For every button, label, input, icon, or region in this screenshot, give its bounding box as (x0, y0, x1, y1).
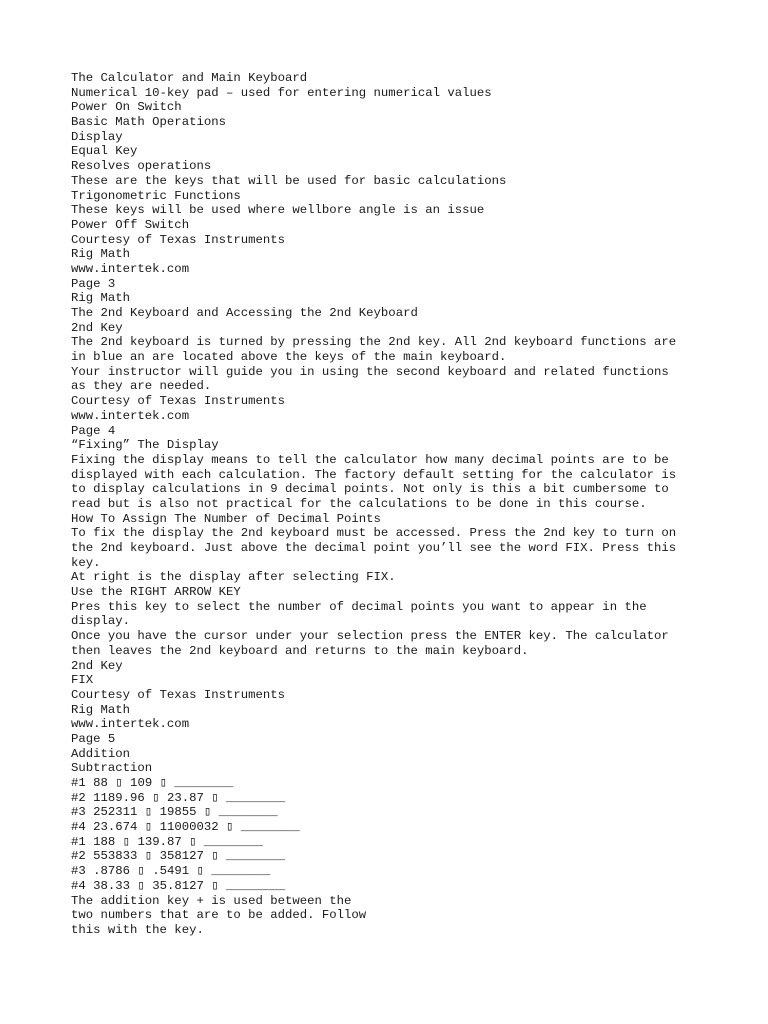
text-line: #4 23.674 ▯ 11000032 ▯ ________ (71, 820, 300, 835)
text-line: Courtesy of Texas Instruments (71, 394, 286, 409)
text-line: Page 4 (71, 423, 116, 438)
text-line: Display (71, 129, 123, 144)
text-line: How To Assign The Number of Decimal Points (71, 511, 381, 526)
text-line: The addition key + is used between the (71, 893, 352, 908)
text-line: Courtesy of Texas Instruments (71, 687, 286, 702)
text-line: Resolves operations (71, 159, 212, 174)
text-line: To fix the display the 2nd keyboard must be accessed. Press the 2nd key to turn on (71, 526, 677, 541)
text-line: The Calculator and Main Keyboard (71, 71, 308, 85)
text-line: Addition (71, 746, 131, 761)
text-line: the 2nd keyboard. Just above the decimal point you’ll see the word FIX. Press this (71, 541, 677, 555)
text-line: Page 5 (71, 731, 116, 746)
text-line: The 2nd keyboard is turned by pressing the 2nd key. All 2nd keyboard functions are (71, 335, 677, 350)
text-line: #3 252311 ▯ 19855 ▯ ________ (71, 805, 278, 820)
text-line: Your instructor will guide you in using the second keyboard and related functions (71, 364, 669, 379)
text-line: Power On Switch (71, 100, 182, 115)
text-line: Trigonometric Functions (71, 188, 241, 203)
text-line: #4 38.33 ▯ 35.8127 ▯ ________ (71, 878, 286, 893)
text-line: www.intertek.com (71, 717, 190, 732)
text-line: The 2nd Keyboard and Accessing the 2nd Keyboard (71, 306, 418, 320)
text-line: #1 188 ▯ 139.87 ▯ ________ (71, 834, 263, 849)
text-line: key. (71, 555, 101, 570)
text-line: displayed with each calculation. The factory default setting for the calculator is (71, 467, 677, 482)
text-line: Pres this key to select the number of decimal points you want to appear in the (71, 599, 647, 614)
text-line: Rig Math (71, 291, 131, 306)
text-line: Courtesy of Texas Instruments (71, 232, 286, 247)
text-line: www.intertek.com (71, 261, 190, 276)
text-line: Rig Math (71, 247, 131, 262)
text-line: this with the key. (71, 922, 204, 937)
text-line: 2nd Key (71, 658, 123, 673)
text-line: These keys will be used where wellbore angle is an issue (71, 203, 485, 218)
text-line: At right is the display after selecting FIX. (71, 570, 396, 585)
document-text (71, 71, 711, 938)
text-line: read but is also not practical for the calculations to be done in this course. (71, 496, 647, 511)
text-line: #1 88 ▯ 109 ▯ ________ (71, 776, 234, 790)
text-line: Power Off Switch (71, 217, 190, 232)
text-line: Rig Math (71, 702, 131, 717)
text-line: Subtraction (71, 761, 153, 776)
text-line: Once you have the cursor under your selection press the ENTER key. The calculator (71, 629, 669, 644)
text-line: Equal Key (71, 144, 138, 159)
text-line: as they are needed. (71, 379, 212, 394)
text-line: #2 1189.96 ▯ 23.87 ▯ ________ (71, 790, 286, 805)
text-line: to display calculations in 9 decimal points. Not only is this a bit cumbersome to (71, 482, 669, 497)
text-line: FIX (71, 673, 94, 688)
text-line: display. (71, 614, 131, 629)
text-line: “Fixing” The Display (71, 438, 219, 453)
text-line: These are the keys that will be used for basic calculations (71, 173, 507, 188)
text-line: Numerical 10-key pad – used for entering numerical values (71, 85, 492, 100)
text-line: in blue an are located above the keys of the main keyboard. (71, 350, 507, 365)
text-line: then leaves the 2nd keyboard and returns to the main keyboard. (71, 643, 529, 658)
text-line: Fixing the display means to tell the calculator how many decimal points are to be (71, 452, 669, 467)
text-line: 2nd Key (71, 320, 123, 335)
text-line: #2 553833 ▯ 358127 ▯ ________ (71, 849, 286, 864)
text-line: two numbers that are to be added. Follow (71, 908, 367, 923)
text-line: Page 3 (71, 276, 116, 291)
text-line: Basic Math Operations (71, 115, 226, 130)
text-line: #3 .8786 ▯ .5491 ▯ ________ (71, 864, 271, 879)
text-line: www.intertek.com (71, 408, 190, 423)
text-line: Use the RIGHT ARROW KEY (71, 585, 241, 600)
